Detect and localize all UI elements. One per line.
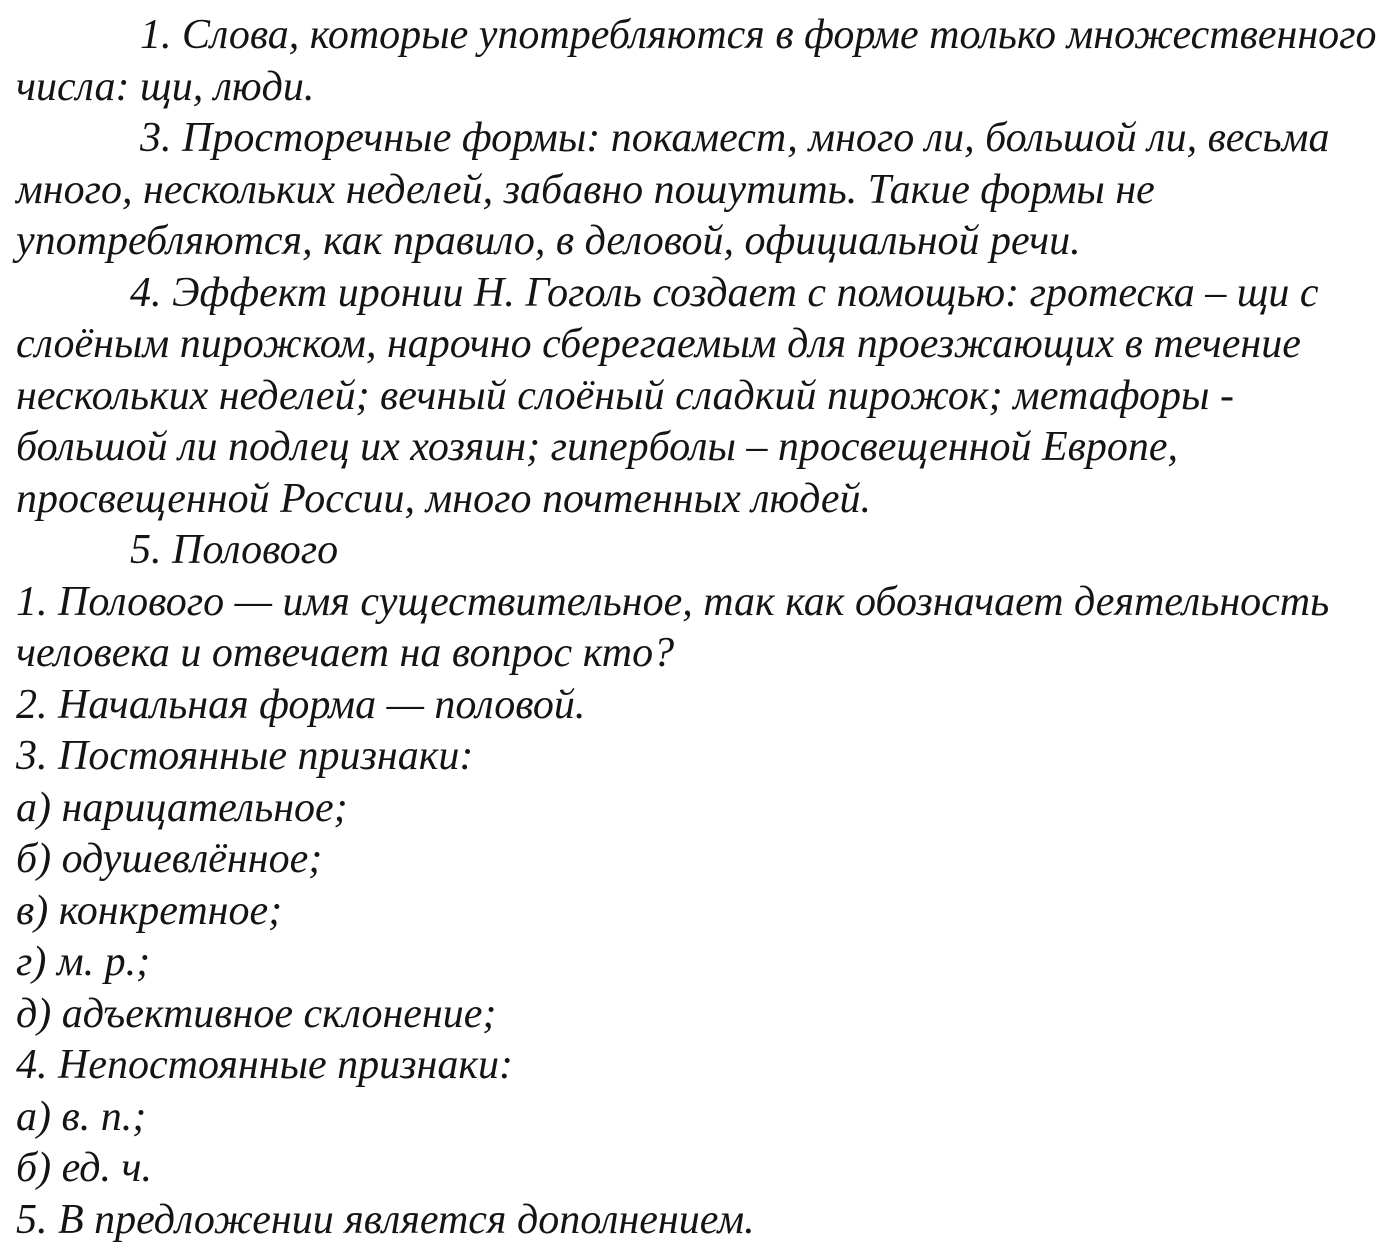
analysis-item-5: 5. В предложении является дополнением. — [16, 1195, 1392, 1246]
word-analysis — [16, 577, 1392, 1246]
paragraph-5: 5. Полового — [16, 525, 1392, 577]
document-body — [16, 10, 1392, 1246]
analysis-item-1: 1. Полового — имя существительное, так как обозначает деятельность человека и отвечает на вопрос кто? — [16, 577, 1392, 680]
analysis-item-4b: б) ед. ч. — [16, 1143, 1392, 1195]
analysis-item-3e: д) адъективное склонение; — [16, 989, 1392, 1041]
paragraph-1: 1. Слова, которые употребляются в форме только множественного числа: щи, люди. — [16, 10, 1392, 113]
analysis-item-4a: а) в. п.; — [16, 1092, 1392, 1144]
analysis-item-3b: б) одушевлённое; — [16, 834, 1392, 886]
analysis-item-3a: а) нарицательное; — [16, 783, 1392, 835]
analysis-item-4: 4. Непостоянные признаки: — [16, 1040, 1392, 1092]
analysis-item-3c: в) конкретное; — [16, 886, 1392, 938]
analysis-item-3: 3. Постоянные признаки: — [16, 731, 1392, 783]
analysis-item-2: 2. Начальная форма — половой. — [16, 680, 1392, 732]
paragraph-4: 4. Эффект иронии Н. Гоголь создает с помощью: гротеска – щи с слоёным пирожком, нарочно сберегаемым для проезжающих в течение нескольких неделей; вечный слоёный сладкий пирожок; метафоры - большой ли подлец их хозяин; гиперболы – просвещенной Европе, просвещенной России, много почтенных людей. — [16, 268, 1392, 526]
paragraph-3: 3. Просторечные формы: покамест, много ли, большой ли, весьма много, нескольких неделей, забавно пошутить. Такие формы не употребляются, как правило, в деловой, официальной речи. — [16, 113, 1392, 268]
analysis-item-3d: г) м. р.; — [16, 937, 1392, 989]
